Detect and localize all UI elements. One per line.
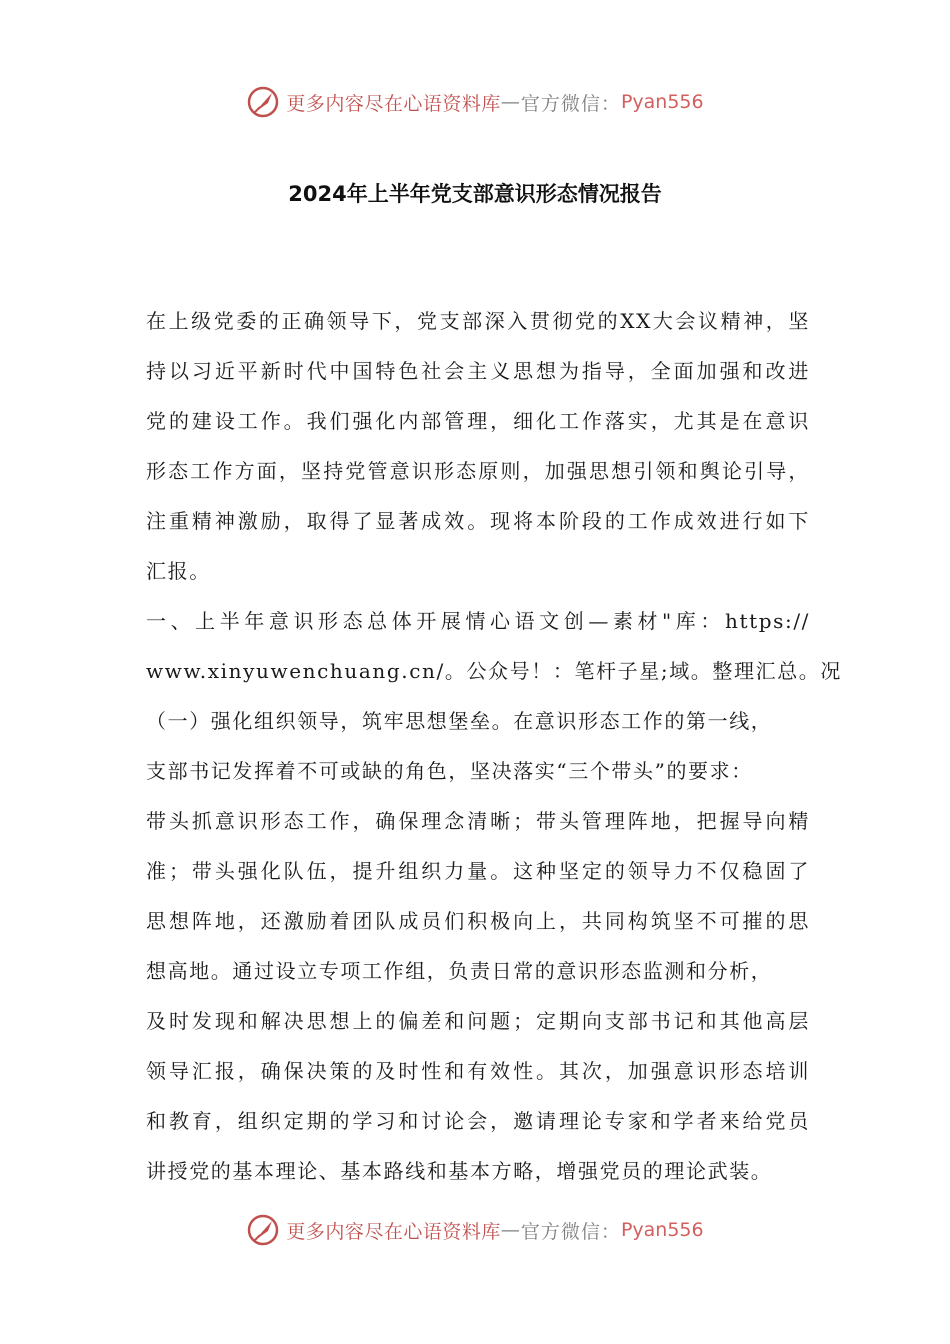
body-line: 带头抓意识形态工作，确保理念清晰；带头管理阵地，把握导向精 [146, 809, 810, 833]
body-line: 注重精神激励，取得了显著成效。现将本阶段的工作成效进行如下 [146, 509, 810, 533]
watermark-footer [0, 1212, 950, 1248]
body-line: 讲授党的基本理论、基本路线和基本方略，增强党员的理论武装。 [146, 1159, 773, 1183]
watermark-label: 官方微信： [520, 92, 621, 115]
watermark-dash: — [500, 91, 521, 113]
body-line: 汇报。 [146, 559, 211, 583]
watermark-id: Pyan556 [620, 91, 704, 113]
body-line: 支部书记发挥着不可或缺的角色，坚决落实“三个带头”的要求： [146, 759, 753, 783]
body-line: 思想阵地，还激励着团队成员们积极向上，共同构筑坚不可摧的思 [146, 909, 810, 933]
body-line: 党的建设工作。我们强化内部管理，细化工作落实，尤其是在意识 [146, 409, 810, 433]
subsection-heading-line: （一）强化组织领导，筑牢思想堡垒。在意识形态工作的第一线， [146, 709, 773, 733]
body-line: 准；带头强化队伍，提升组织力量。这种坚定的领导力不仅稳固了 [146, 859, 810, 883]
body-line: 和教育，组织定期的学习和讨论会，邀请理论专家和学者来给党员 [146, 1109, 810, 1133]
body-line: 领导汇报，确保决策的及时性和有效性。其次，加强意识形态培训 [146, 1059, 810, 1083]
body-line: 及时发现和解决思想上的偏差和问题；定期向支部书记和其他高层 [146, 1009, 810, 1033]
quill-logo-icon [246, 1213, 280, 1247]
document-body [146, 296, 842, 1196]
document-title: 2024年上半年党支部意识形态情况报告 [288, 182, 662, 206]
body-line: 持以习近平新时代中国特色社会主义思想为指导，全面加强和改进 [146, 359, 810, 383]
watermark-header [0, 84, 950, 120]
body-line: www.xinyuwenchuang.cn/。公众号！：笔杆子星;域。整理汇总。况 [146, 659, 842, 683]
body-line: 形态工作方面，坚持党管意识形态原则，加强思想引领和舆论引导， [146, 459, 810, 483]
watermark-id: Pyan556 [620, 1219, 704, 1241]
section-heading-line: 一、上半年意识形态总体开展情心语文创—素材"库：https:// [146, 609, 810, 633]
watermark-dash: — [500, 1219, 521, 1241]
body-line: 想高地。通过设立专项工作组，负责日常的意识形态监测和分析， [146, 959, 773, 983]
watermark-label: 官方微信： [520, 1220, 621, 1243]
body-line: 在上级党委的正确领导下，党支部深入贯彻党的XX大会议精神，坚 [146, 309, 810, 333]
watermark-main-text: 更多内容尽在心语资料库 [286, 1220, 501, 1243]
quill-logo-icon [246, 85, 280, 119]
watermark-main-text: 更多内容尽在心语资料库 [286, 92, 501, 115]
